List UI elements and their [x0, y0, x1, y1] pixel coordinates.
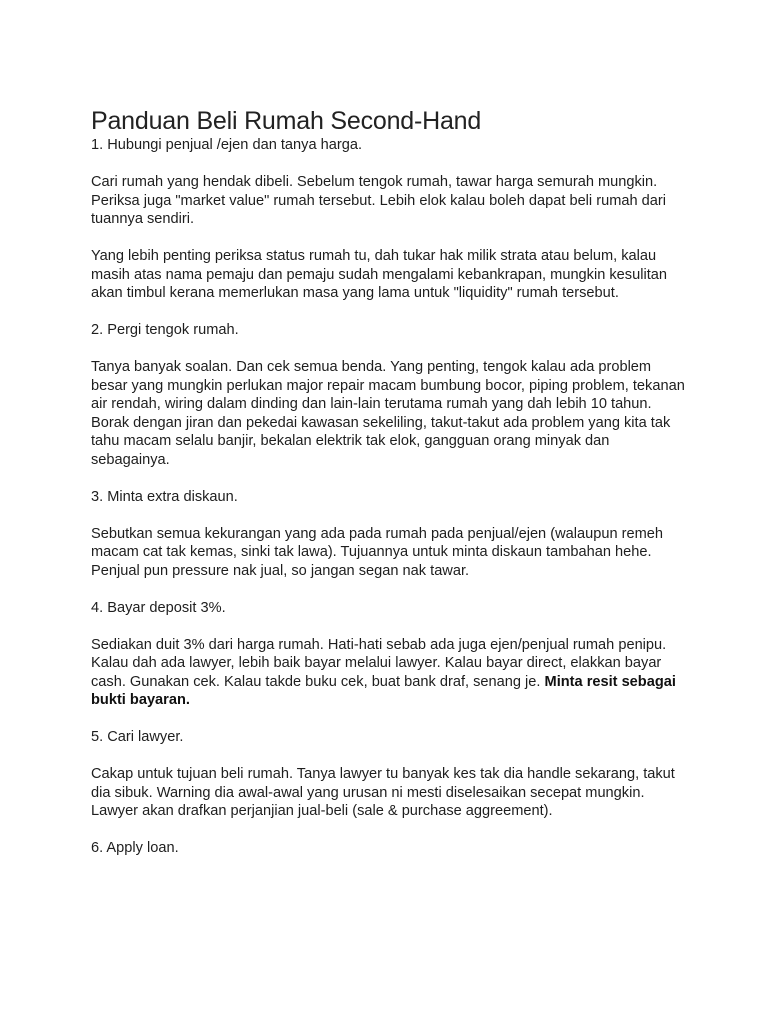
section-4-heading: 4. Bayar deposit 3%. — [91, 599, 226, 616]
section-4-paragraph-text: Sediakan duit 3% dari harga rumah. Hati-hati sebab ada juga ejen/penjual rumah penipu. Kalau dah ada lawyer, lebih baik bayar melalui lawyer. Kalau bayar direct, elakkan bayar cash. Gunakan cek. Kalau takde buku cek, buat bank draf, senang je. — [91, 636, 667, 690]
section-5-paragraph: Cakap untuk tujuan beli rumah. Tanya lawyer tu banyak kes tak dia handle sekarang, takut dia sibuk. Warning dia awal-awal yang urusan ni mesti diselesaikan secepat mungkin. Lawyer akan drafkan perjanjian jual-beli (sale & purchase aggreement). — [91, 766, 675, 819]
section-5-heading: 5. Cari lawyer. — [91, 729, 184, 745]
section-1-heading: 1. Hubungi penjual /ejen dan tanya harga. — [91, 137, 363, 153]
section-6-heading: 6. Apply loan. — [91, 840, 179, 856]
section-4-paragraph — [91, 636, 691, 710]
section-3-heading: 3. Minta extra diskaun. — [91, 488, 238, 505]
document-title: Panduan Beli Rumah Second-Hand — [91, 107, 482, 135]
document-body — [91, 106, 691, 858]
section-1-paragraph-2: Yang lebih penting periksa status rumah tu, dah tukar hak milik strata atau belum, kalau masih atas nama pemaju dan pemaju sudah mengalami kebankrapan, mungkin kesulitan akan timbul kerana memerlukan masa yang lama untuk "liquidity" rumah tersebut. — [91, 248, 667, 301]
section-3-paragraph: Sebutkan semua kekurangan yang ada pada rumah pada penjual/ejen (walaupun remeh macam cat tak kemas, sinki tak lawa). Tujuannya untuk minta diskaun tambahan hehe. Penjual pun pressure nak jual, so jangan segan nak tawar. — [91, 525, 663, 579]
section-1-paragraph-1: Cari rumah yang hendak dibeli. Sebelum tengok rumah, tawar harga semurah mungkin. Periksa juga "market value" rumah tersebut. Lebih elok kalau boleh dapat beli rumah dari tuannya sendiri. — [91, 174, 666, 227]
section-2-paragraph: Tanya banyak soalan. Dan cek semua benda. Yang penting, tengok kalau ada problem besar yang mungkin perlukan major repair macam bumbung bocor, piping problem, tekanan air rendah, wiring dalam dinding dan lain-lain terutama rumah yang dah lebih 10 tahun. Borak dengan jiran dan pekedai kawasan sekeliling, takut-takut ada problem yang kita tak tahu macam selalu banjir, bekalan elektrik tak elok, gangguan orang minyak dan sebagainya. — [91, 359, 685, 468]
section-2-heading: 2. Pergi tengok rumah. — [91, 322, 239, 338]
section-4-bold-note: Minta resit sebagai bukti bayaran. — [91, 673, 676, 708]
